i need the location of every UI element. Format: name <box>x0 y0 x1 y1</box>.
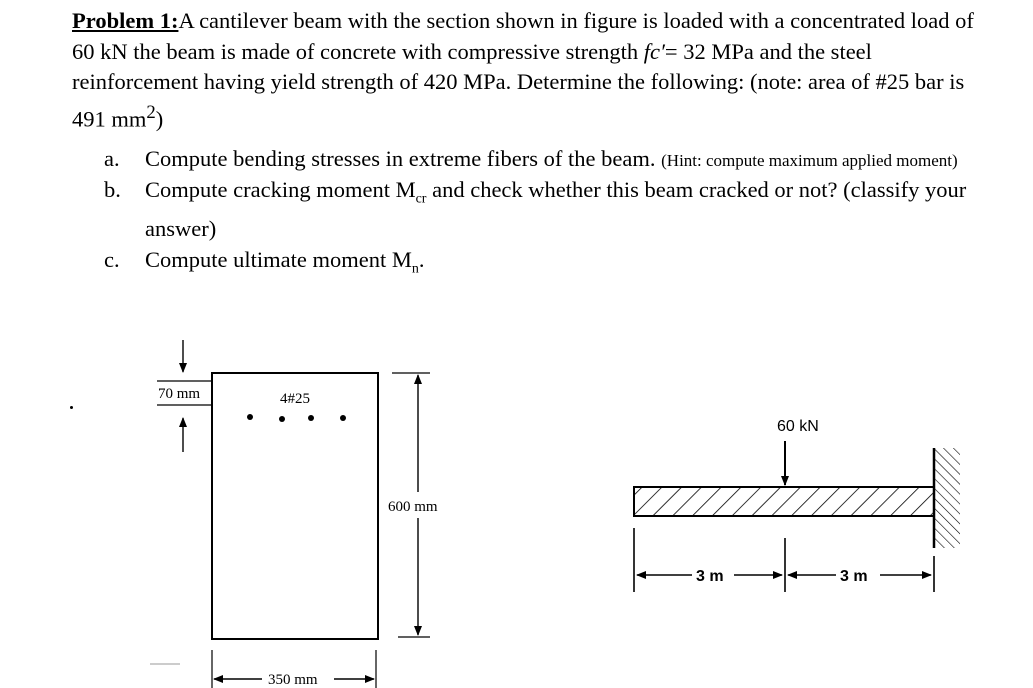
question-text-cont: and check whether this beam cracked or not? (classify your answer) <box>145 177 967 241</box>
rebar-dot <box>340 415 346 421</box>
problem-intro-part3: ) <box>155 106 164 131</box>
problem-intro-part1: A cantilever beam with the section shown in figure is loaded with a concentrated load of 60 kN the beam is made of concrete with compressive strength <box>72 8 974 64</box>
span-dimensions <box>634 528 934 592</box>
question-text: Compute ultimate moment M <box>145 246 412 272</box>
width-label: 350 mm <box>268 672 318 688</box>
question-text: Compute bending stresses in extreme fibers of the beam. <box>145 146 662 171</box>
beam <box>634 487 934 516</box>
rebar-dot <box>247 414 253 420</box>
bars-label: 4#25 <box>280 391 310 407</box>
height-dimension <box>388 373 438 637</box>
point-load <box>777 418 819 485</box>
width-dimension <box>212 650 376 688</box>
height-label: 600 mm <box>388 499 438 515</box>
fixed-support <box>934 448 960 548</box>
question-text-cont: . <box>418 246 425 272</box>
question-label: b. <box>104 177 121 202</box>
problem-title: Problem 1: <box>72 8 179 33</box>
cover-label: 70 mm <box>158 386 201 402</box>
question-label: a. <box>104 146 120 171</box>
section-outline <box>212 373 378 639</box>
fc-symbol: fc′ <box>643 38 665 64</box>
question-label: c. <box>104 246 120 272</box>
cover-dimension <box>157 340 211 452</box>
load-label: 60 kN <box>777 418 819 435</box>
question-hint: (Hint: compute maximum applied moment) <box>661 151 958 170</box>
question-text: Compute cracking moment M <box>145 177 416 202</box>
section-figure <box>150 340 438 688</box>
rebar-dot <box>279 416 285 422</box>
beam-figure <box>634 418 960 592</box>
rebar-dot <box>308 415 314 421</box>
subscript-cr: cr <box>415 191 427 207</box>
rebar-dots <box>247 414 346 422</box>
problem-intro-part2: = 32 MPa and the steel reinforcement having yield strength of 420 MPa. Determine the following: (note: area of #25 bar is 491 mm <box>72 38 965 131</box>
span-left-label: 3 m <box>696 568 724 585</box>
subscript-n: n <box>411 261 419 276</box>
superscript-2: 2 <box>146 101 156 123</box>
span-right-label: 3 m <box>840 568 868 585</box>
